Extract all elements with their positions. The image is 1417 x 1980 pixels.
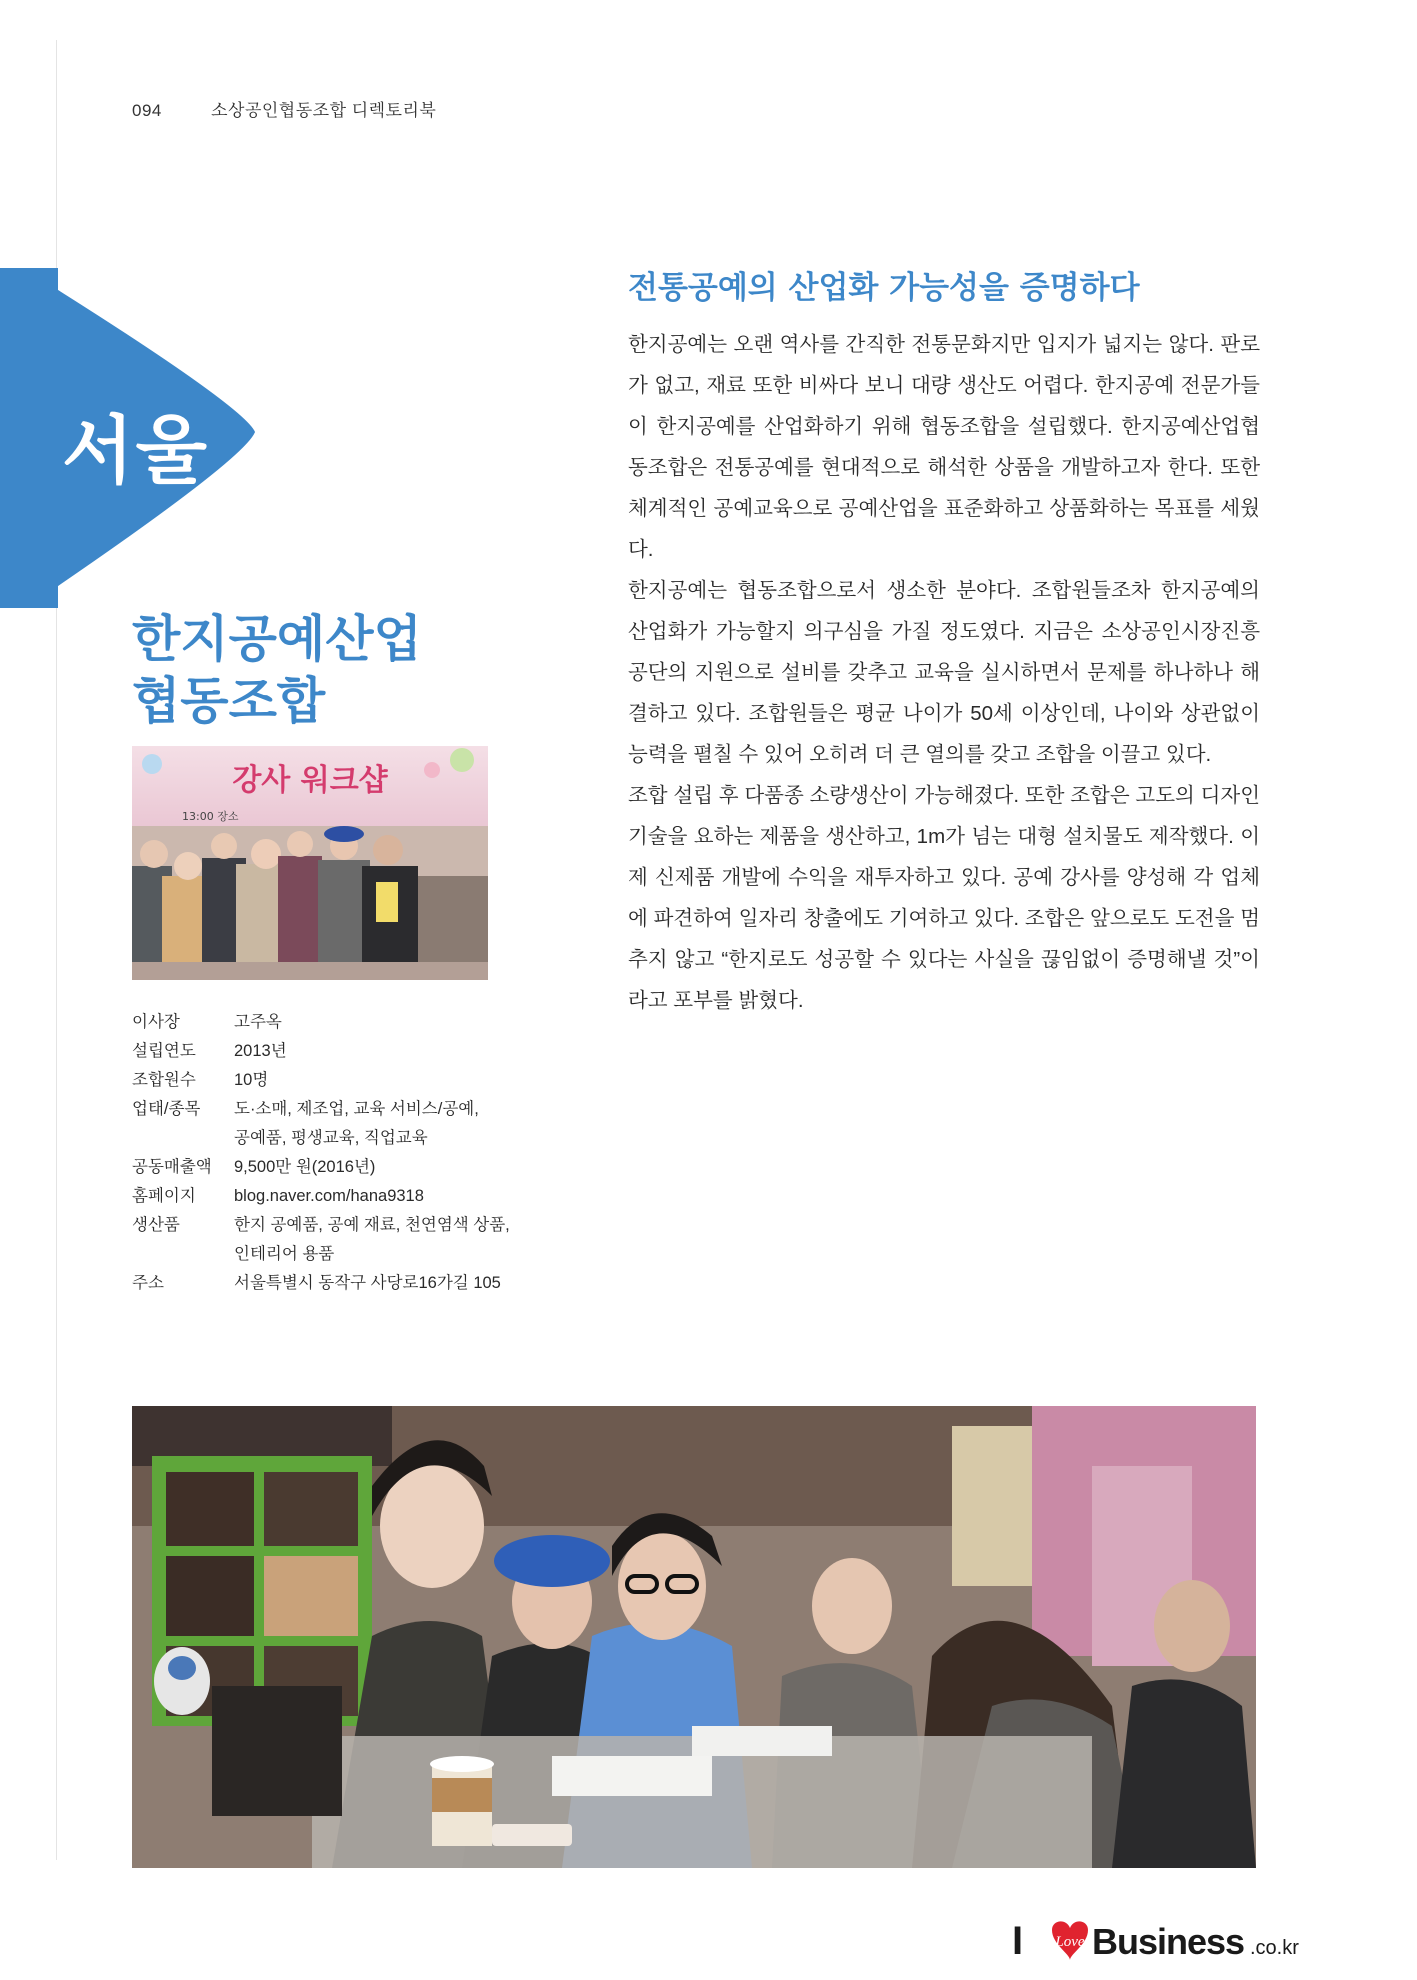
- coop-name: [132, 608, 422, 732]
- info-row: [132, 1182, 532, 1211]
- article-body: [628, 324, 1260, 1021]
- info-row: [132, 1095, 532, 1153]
- coop-name-line2: 협동조합: [132, 672, 326, 730]
- info-label: 조합원수: [132, 1071, 196, 1089]
- logo-prefix: I: [1012, 1919, 1024, 1963]
- info-label: 주소: [132, 1274, 164, 1292]
- info-row: [132, 1066, 532, 1095]
- region-label: 서울: [62, 408, 209, 494]
- logo-suffix: .co.kr: [1250, 1937, 1299, 1959]
- info-row: [132, 1037, 532, 1066]
- info-value: [234, 1095, 532, 1153]
- info-value-line: 도·소매, 제조업, 교육 서비스/공예,: [234, 1100, 479, 1118]
- publication-title: 소상공인협동조합 디렉토리북: [211, 101, 437, 120]
- info-value: 10명: [234, 1071, 269, 1089]
- info-row: [132, 1211, 532, 1269]
- photo-banner-text: 강사 워크샵: [232, 763, 388, 798]
- info-value: 서울특별시 동작구 사당로16가길 105: [234, 1274, 501, 1292]
- info-value: [234, 1211, 532, 1269]
- info-value: 2013년: [234, 1042, 287, 1060]
- info-label: 공동매출액: [132, 1158, 212, 1176]
- coop-info-table: [132, 1008, 532, 1298]
- meeting-photo: [132, 1406, 1256, 1868]
- info-value: 9,500만 원(2016년): [234, 1158, 376, 1176]
- logo-heart-text: Love: [1055, 1934, 1085, 1950]
- info-row: [132, 1269, 532, 1298]
- info-row: [132, 1153, 532, 1182]
- info-label: 설립연도: [132, 1042, 196, 1060]
- info-value-line: 인테리어 용품: [234, 1245, 335, 1263]
- homepage-link[interactable]: blog.naver.com/hana9318: [234, 1187, 424, 1205]
- info-label: 홈페이지: [132, 1187, 196, 1205]
- article-paragraph: 한지공예는 협동조합으로서 생소한 분야다. 조합원들조차 한지공예의 산업화가 가능할지 의구심을 가질 정도였다. 지금은 소상공인시장진흥공단의 지원으로 설비를 갖추고 교육을 실시하면서 문제를 하나하나 해결하고 있다. 조합원들은 평균 나이가 50세 이상인데, 나이와 상관없이 능력을 펼칠 수 있어 오히려 더 큰 열의를 갖고 조합을 이끌고 있다.: [628, 579, 1260, 766]
- ilovebusiness-logo: [1010, 1914, 1310, 1964]
- page-number: 094: [132, 101, 162, 120]
- article-paragraph: 조합 설립 후 다품종 소량생산이 가능해졌다. 또한 조합은 고도의 디자인 기술을 요하는 제품을 생산하고, 1m가 넘는 대형 설치물도 제작했다. 이제 신제품 개발에 수익을 재투자하고 있다. 공예 강사를 양성해 각 업체에 파견하여 일자리 창출에도 기여하고 있다. 조합은 앞으로도 도전을 멈추지 않고 “한지로도 성공할 수 있다는 사실을 끊임없이 증명해낼 것”이라고 포부를 밝혔다.: [628, 784, 1260, 1012]
- info-value-line: 공예품, 평생교육, 직업교육: [234, 1129, 428, 1147]
- info-label: 이사장: [132, 1013, 180, 1031]
- info-value: 고주옥: [234, 1013, 282, 1031]
- article-title: 전통공예의 산업화 가능성을 증명하다: [628, 270, 1140, 306]
- logo-name: Business: [1092, 1921, 1245, 1962]
- running-header: [132, 96, 436, 121]
- info-value-line: 한지 공예품, 공예 재료, 천연염색 상품,: [234, 1216, 510, 1234]
- group-photo: [132, 746, 488, 980]
- info-row: [132, 1008, 532, 1037]
- coop-name-line1: 한지공예산업: [132, 610, 422, 668]
- photo-banner-subtext: 13:00 장소: [182, 810, 239, 823]
- info-label: 업태/종목: [132, 1100, 201, 1118]
- info-label: 생산품: [132, 1216, 180, 1234]
- article-paragraph: 한지공예는 오랜 역사를 간직한 전통문화지만 입지가 넓지는 않다. 판로가 없고, 재료 또한 비싸다 보니 대량 생산도 어렵다. 한지공예 전문가들이 한지공예를 산업화하기 위해 협동조합을 설립했다. 한지공예산업협동조합은 전통공예를 현대적으로 해석한 상품을 개발하고자 한다. 또한 체계적인 공예교육으로 공예산업을 표준화하고 상품화하는 목표를 세웠다.: [628, 333, 1260, 561]
